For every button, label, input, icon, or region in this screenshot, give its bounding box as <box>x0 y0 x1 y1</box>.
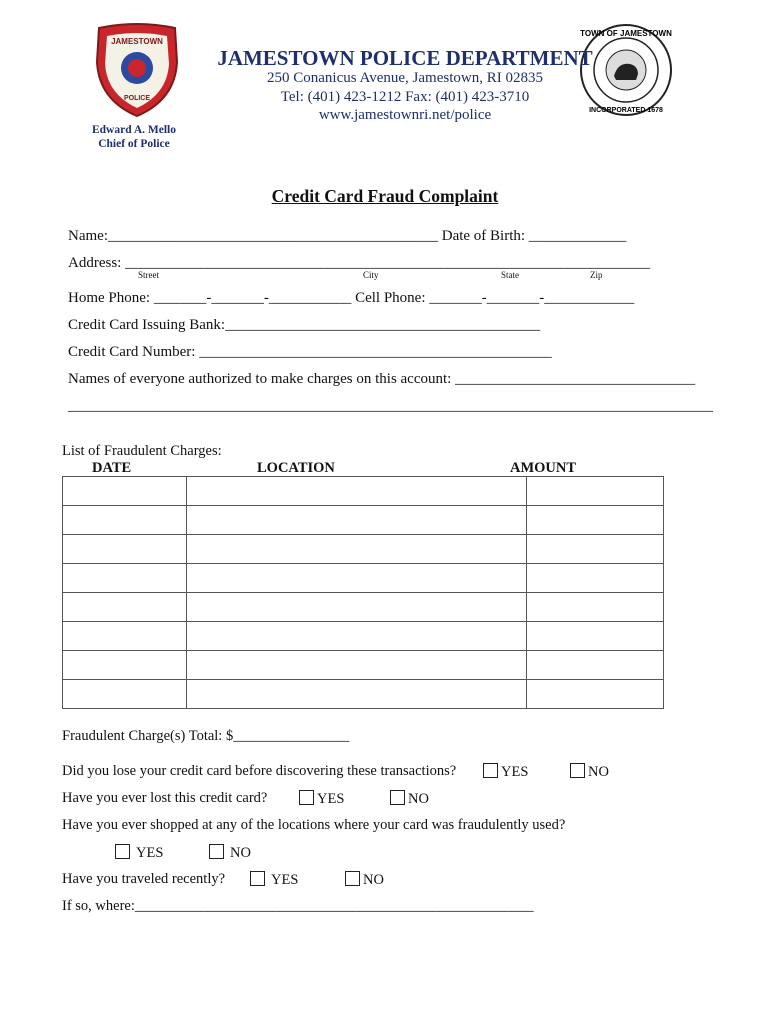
q2-yes-label: YES <box>317 791 345 807</box>
table-row <box>63 535 664 564</box>
q4-yes-checkbox[interactable] <box>250 871 265 886</box>
date-cell[interactable] <box>63 651 187 680</box>
name-field[interactable]: Name:____________________________________________ Date of Birth: _____________ <box>68 228 627 244</box>
date-cell[interactable] <box>63 477 187 506</box>
q4-yes-label: YES <box>271 872 299 888</box>
card-number-field[interactable]: Credit Card Number: _______________________________________________ <box>68 344 552 360</box>
q1-yes-option[interactable] <box>483 763 528 781</box>
svg-text:POLICE: POLICE <box>123 95 151 102</box>
question-shopped-locations: Have you ever shopped at any of the locations where your card was fraudulently used? <box>62 817 566 833</box>
address-city-label: City <box>363 270 379 280</box>
q3-yes-option[interactable] <box>115 844 163 862</box>
table-row <box>63 506 664 535</box>
issuing-bank-field[interactable]: Credit Card Issuing Bank:__________________________________________ <box>68 317 541 333</box>
amount-cell[interactable] <box>527 622 664 651</box>
amount-cell[interactable] <box>527 651 664 680</box>
table-row <box>63 477 664 506</box>
column-location: LOCATION <box>257 460 335 476</box>
address-zip-label: Zip <box>590 270 603 280</box>
table-row <box>63 651 664 680</box>
department-address: 250 Conanicus Avenue, Jamestown, RI 02835 <box>267 70 543 86</box>
date-cell[interactable] <box>63 622 187 651</box>
amount-cell[interactable] <box>527 564 664 593</box>
svg-text:INCORPORATED 1678: INCORPORATED 1678 <box>589 107 663 114</box>
department-website: www.jamestownri.net/police <box>318 107 492 123</box>
q2-no-option[interactable] <box>390 790 429 808</box>
q3-yes-checkbox[interactable] <box>115 844 130 859</box>
location-cell[interactable] <box>186 535 526 564</box>
amount-cell[interactable] <box>527 593 664 622</box>
amount-cell[interactable] <box>527 535 664 564</box>
chief-name: Edward A. Mello <box>91 124 176 136</box>
date-cell[interactable] <box>63 564 187 593</box>
department-phone: Tel: (401) 423-1212 Fax: (401) 423-3710 <box>280 89 530 105</box>
location-cell[interactable] <box>186 506 526 535</box>
location-cell[interactable] <box>186 593 526 622</box>
q2-yes-checkbox[interactable] <box>299 790 314 805</box>
amount-cell[interactable] <box>527 680 664 709</box>
charges-list-label: List of Fraudulent Charges: <box>62 443 222 459</box>
question-traveled: Have you traveled recently? <box>62 871 226 887</box>
q4-no-option[interactable] <box>345 871 384 889</box>
q1-yes-checkbox[interactable] <box>483 763 498 778</box>
q2-yes-option[interactable] <box>299 790 344 808</box>
q1-no-label: NO <box>588 764 609 780</box>
travel-where-field[interactable]: If so, where:_______________________________________________________ <box>62 898 534 914</box>
q1-no-option[interactable] <box>570 763 609 781</box>
charges-table <box>62 476 664 709</box>
phone-field[interactable]: Home Phone: _______-_______-___________ Cell Phone: _______-_______-____________ <box>68 290 635 306</box>
q1-yes-label: YES <box>501 764 529 780</box>
svg-text:TOWN OF JAMESTOWN: TOWN OF JAMESTOWN <box>580 29 672 38</box>
chief-title: Chief of Police <box>98 138 170 150</box>
location-cell[interactable] <box>186 564 526 593</box>
address-street-label: Street <box>138 270 159 280</box>
department-name: JAMESTOWN POLICE DEPARTMENT <box>217 46 593 70</box>
table-row <box>63 680 664 709</box>
date-cell[interactable] <box>63 506 187 535</box>
date-cell[interactable] <box>63 535 187 564</box>
question-lost-before: Did you lose your credit card before discovering these transactions? <box>62 763 457 779</box>
charges-total-field[interactable]: Fraudulent Charge(s) Total: $________________ <box>62 728 350 744</box>
q2-no-label: NO <box>408 791 429 807</box>
date-cell[interactable] <box>63 680 187 709</box>
question-ever-lost: Have you ever lost this credit card? <box>62 790 268 806</box>
location-cell[interactable] <box>186 477 526 506</box>
authorized-names-field-2[interactable]: ______________________________________________________________________________________ <box>68 398 713 414</box>
q4-yes-option[interactable] <box>250 871 298 889</box>
table-row <box>63 564 664 593</box>
q4-no-checkbox[interactable] <box>345 871 360 886</box>
table-row <box>63 593 664 622</box>
location-cell[interactable] <box>186 680 526 709</box>
column-date: DATE <box>92 460 132 476</box>
address-field[interactable]: Address: ______________________________________________________________________ <box>68 255 651 271</box>
q2-no-checkbox[interactable] <box>390 790 405 805</box>
date-cell[interactable] <box>63 593 187 622</box>
form-title: Credit Card Fraud Complaint <box>271 186 499 206</box>
svg-text:JAMESTOWN: JAMESTOWN <box>111 37 163 46</box>
table-row <box>63 622 664 651</box>
q3-no-checkbox[interactable] <box>209 844 224 859</box>
location-cell[interactable] <box>186 651 526 680</box>
amount-cell[interactable] <box>527 506 664 535</box>
q3-no-option[interactable] <box>209 844 251 862</box>
q4-no-label: NO <box>363 872 384 888</box>
amount-cell[interactable] <box>527 477 664 506</box>
address-state-label: State <box>501 270 519 280</box>
column-amount: AMOUNT <box>510 460 577 476</box>
q1-no-checkbox[interactable] <box>570 763 585 778</box>
authorized-names-field[interactable]: Names of everyone authorized to make charges on this account: ________________________________ <box>68 371 696 387</box>
q3-no-label: NO <box>230 845 251 861</box>
q3-yes-label: YES <box>136 845 164 861</box>
location-cell[interactable] <box>186 622 526 651</box>
